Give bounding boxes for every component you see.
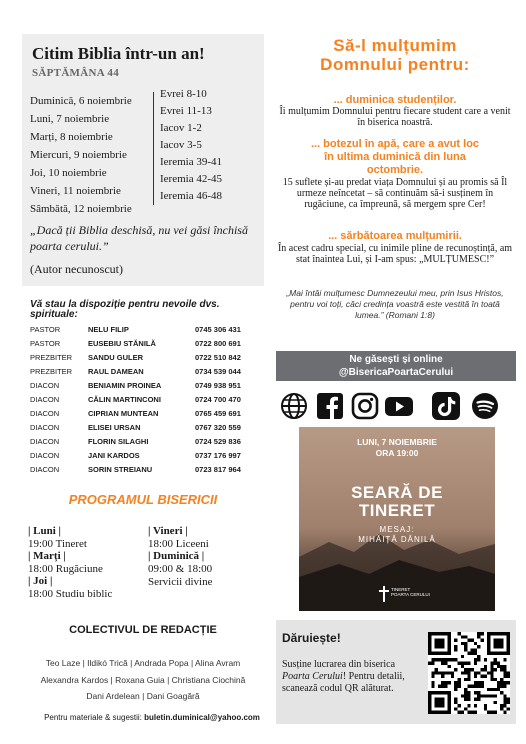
contact-phone[interactable]: 0734 539 044 xyxy=(195,367,241,376)
reading-day: Joi, 10 noiembrie xyxy=(30,167,107,179)
contact-phone[interactable]: 0722 800 691 xyxy=(195,339,241,348)
donate-text-part: Susține lucrarea din biserica xyxy=(282,659,396,670)
editorial-line: Dani Ardelean | Dani Goagără xyxy=(86,691,200,701)
thanks-body: În acest cadru special, cu inimile pline de recunoștință, am stat înaintea Lui, și I-am spus: „MULȚUMESC!” xyxy=(277,243,513,265)
poster-logo-line: POARTA CERULUI xyxy=(391,592,430,597)
youtube-icon[interactable] xyxy=(384,391,414,421)
editorial-title: COLECTIVUL DE REDACȚIE xyxy=(69,624,217,636)
reading-ref: Evrei 11-13 xyxy=(160,105,212,117)
contact-name: SORIN STREIANU xyxy=(88,465,153,474)
reading-bracket xyxy=(153,92,154,205)
instagram-icon[interactable] xyxy=(350,391,380,421)
program-time: 18:00 Rugăciune xyxy=(28,563,103,575)
donate-text-part: ! Pentru detalii, scanează codul QR alăturat. xyxy=(282,671,405,694)
contact-role: DIACON xyxy=(30,437,60,446)
contact-role: DIACON xyxy=(30,423,60,432)
contact-phone[interactable]: 0745 306 431 xyxy=(195,325,241,334)
thanks-heading: ... sărbătoarea mulțumirii. xyxy=(328,230,462,242)
thanks-body: 15 suflete și-au predat viața Domnului și au promis să Îl urmeze neîncetat – să continuăm să-i susținem în rugăciune, ca împreună, să mergem spre Cer! xyxy=(282,177,508,210)
contact-phone[interactable]: 0722 510 842 xyxy=(195,353,241,362)
event-poster xyxy=(299,427,495,611)
globe-icon[interactable] xyxy=(279,391,309,421)
thanks-title-line: Să-l mulțumim xyxy=(333,36,457,55)
contact-role: DIACON xyxy=(30,465,60,474)
reading-day: Marți, 8 noiembrie xyxy=(30,131,113,143)
poster-logo-text xyxy=(391,587,430,597)
thanks-heading: în ultima duminică din luna xyxy=(324,151,466,163)
program-day: | Luni | xyxy=(28,525,61,537)
donate-box xyxy=(276,620,516,724)
online-handle[interactable]: @BisericaPoartaCerului xyxy=(338,367,454,378)
poster-date-line: LUNI, 7 NOIEMBRIE xyxy=(357,437,437,447)
contact-role: PREZBITER xyxy=(30,367,73,376)
poster-date xyxy=(299,437,495,459)
program-time: Servicii divine xyxy=(148,576,213,588)
reading-day: Vineri, 11 noiembrie xyxy=(30,185,121,197)
contact-name: EUSEBIU STĂNILĂ xyxy=(88,339,156,348)
contact-phone[interactable]: 0724 700 470 xyxy=(195,395,241,404)
contact-role: DIACON xyxy=(30,395,60,404)
week-label: SĂPTĂMÂNA 44 xyxy=(32,67,120,79)
contact-role: PASTOR xyxy=(30,325,61,334)
poster-speaker-name: MIHĂIȚĂ DĂNILĂ xyxy=(358,535,436,544)
reading-day: Luni, 7 noiembrie xyxy=(30,113,110,125)
contact-name: RAUL DAMEAN xyxy=(88,367,144,376)
poster-speaker-label: MESAJ: xyxy=(379,525,415,534)
contact-role: DIACON xyxy=(30,451,60,460)
reading-ref: Evrei 8-10 xyxy=(160,88,207,100)
poster-speaker xyxy=(299,525,495,545)
contact-role: PREZBITER xyxy=(30,353,73,362)
qr-code[interactable] xyxy=(428,632,510,714)
reading-ref: Iacov 3-5 xyxy=(160,139,202,151)
reading-ref: Ieremia 46-48 xyxy=(160,190,222,202)
thanks-heading: ... duminica studenților. xyxy=(333,94,457,106)
bible-verse: „Mai întâi mulțumesc Dumnezeului meu, prin Isus Hristos, pentru voi toți, căci credința voastră este vestită în toată lumea.” (Romani 1:8) xyxy=(286,288,504,320)
contact-name: FLORIN SILAGHI xyxy=(88,437,149,446)
program-day: | Vineri | xyxy=(148,525,188,537)
thanks-heading: octombrie. xyxy=(366,164,424,176)
contact-role: DIACON xyxy=(30,381,60,390)
donate-text xyxy=(282,659,420,695)
contact-label: Pentru materiale & sugestii: xyxy=(44,713,145,722)
donate-title: Dăruiește! xyxy=(282,631,341,645)
poster-time-line: ORA 19:00 xyxy=(375,448,419,458)
thanks-title xyxy=(274,36,516,74)
contact-phone[interactable]: 0767 320 559 xyxy=(195,423,241,432)
poster-title-line: SEARĂ DE xyxy=(351,483,443,502)
reading-ref: Ieremia 39-41 xyxy=(160,156,222,168)
contact-role: DIACON xyxy=(30,409,60,418)
contact-name: JANI KARDOS xyxy=(88,451,140,460)
program-time: 09:00 & 18:00 xyxy=(148,563,213,575)
thanks-body: Îi mulțumim Domnului pentru fiecare student care a venit în biserica noastră. xyxy=(279,106,511,128)
online-label: Ne găsești și online xyxy=(349,354,443,365)
reading-day: Miercuri, 9 noiembrie xyxy=(30,149,127,161)
reading-quote: „Dacă ții Biblia deschisă, nu vei găsi închisă poarta cerului.” xyxy=(30,223,248,253)
contact-name: NELU FILIP xyxy=(88,325,129,334)
reading-day: Sâmbătă, 12 noiembrie xyxy=(30,203,132,215)
contact-name: CIPRIAN MUNTEAN xyxy=(88,409,159,418)
reading-ref: Ieremia 42-45 xyxy=(160,173,222,185)
thanks-title-line: Domnului pentru: xyxy=(320,55,470,74)
contact-email[interactable]: buletin.duminical@yahoo.com xyxy=(144,713,260,722)
program-title: PROGRAMUL BISERICII xyxy=(68,492,218,507)
contact-phone[interactable]: 0723 817 964 xyxy=(195,465,241,474)
tiktok-icon[interactable] xyxy=(431,391,461,421)
bible-reading-title: Citim Biblia într-un an! xyxy=(32,44,205,63)
quote-author: (Autor necunoscut) xyxy=(30,262,123,276)
contact-name: CĂLIN MARTINCONI xyxy=(88,395,161,404)
poster-title xyxy=(299,484,495,520)
contact-phone[interactable]: 0765 459 691 xyxy=(195,409,241,418)
church-name: Poarta Cerului xyxy=(282,671,343,682)
reading-ref: Iacov 1-2 xyxy=(160,122,202,134)
program-time: 19:00 Tineret xyxy=(28,538,87,550)
contact-phone[interactable]: 0737 176 997 xyxy=(195,451,241,460)
editorial-line: Teo Laze | Ildikó Trică | Andrada Popa | Alina Avram xyxy=(45,658,241,668)
contact-name: ELISEI URSAN xyxy=(88,423,141,432)
contact-phone[interactable]: 0724 529 836 xyxy=(195,437,241,446)
contact-line xyxy=(22,713,282,722)
program-time: 18:00 Liceeni xyxy=(148,538,209,550)
pastors-intro: Vă stau la dispoziție pentru nevoile dvs. spirituale: xyxy=(30,299,220,320)
program-time: 18:00 Studiu biblic xyxy=(28,588,113,600)
contact-name: SANDU GULER xyxy=(88,353,144,362)
spotify-icon[interactable] xyxy=(470,391,500,421)
reading-day: Duminică, 6 noiembrie xyxy=(30,95,132,107)
facebook-icon[interactable] xyxy=(315,391,345,421)
program-day: | Duminică | xyxy=(148,550,205,562)
contact-phone[interactable]: 0749 938 951 xyxy=(195,381,241,390)
poster-title-line: TINERET xyxy=(358,501,436,520)
contact-role: PASTOR xyxy=(30,339,61,348)
editorial-line: Alexandra Kardos | Roxana Guia | Christiana Ciochină xyxy=(40,675,246,685)
contact-name: BENIAMIN PROINEA xyxy=(88,381,162,390)
poster-logo-line: TINERET xyxy=(391,587,411,592)
thanks-heading: ... botezul în apă, care a avut loc xyxy=(310,138,480,150)
bible-reading-box xyxy=(22,34,264,286)
online-bar xyxy=(276,351,516,381)
program-day: | Marți | xyxy=(28,550,66,562)
program-day: | Joi | xyxy=(28,575,53,587)
